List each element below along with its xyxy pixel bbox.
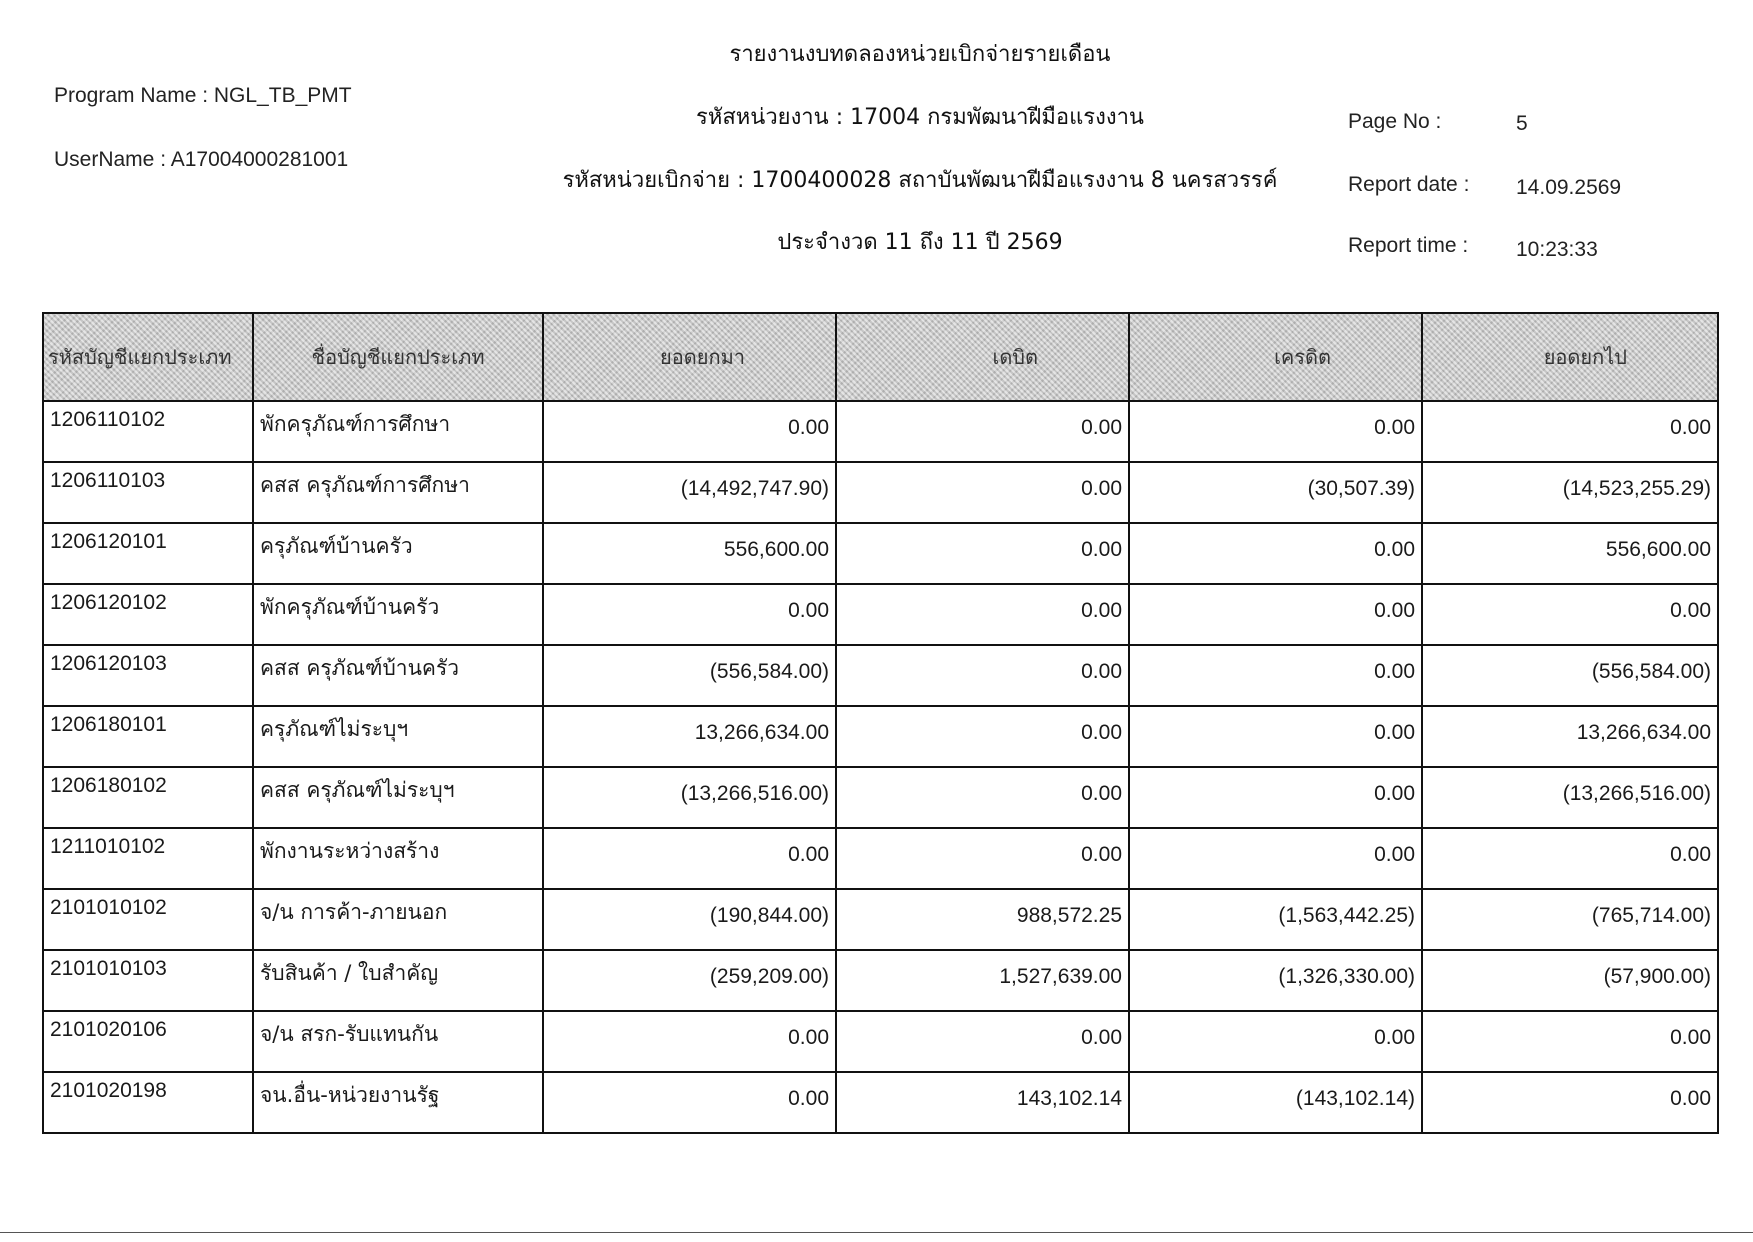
account-name-cell: พักงานระหว่างสร้าง [253,828,543,889]
debit-cell: 0.00 [836,767,1129,828]
period-line: ประจำงวด 11 ถึง 11 ปี 2569 [777,230,1063,255]
closing-balance-cell: 556,600.00 [1422,523,1718,584]
table-row [43,889,1718,950]
account-code-cell: 1206110103 [43,462,253,523]
account-code-cell: 2101020198 [43,1072,253,1133]
table-row [43,1072,1718,1133]
closing-balance-cell: 0.00 [1422,401,1718,462]
account-code-cell: 2101010103 [43,950,253,1011]
report-time-value: 10:23:33 [1516,238,1598,261]
credit-cell: 0.00 [1129,645,1422,706]
account-code-cell: 1206180101 [43,706,253,767]
closing-balance-cell: 0.00 [1422,1011,1718,1072]
credit-cell: 0.00 [1129,828,1422,889]
opening-balance-cell: (13,266,516.00) [543,767,836,828]
debit-cell: 143,102.14 [836,1072,1129,1133]
account-name-cell: จน.อื่น-หน่วยงานรัฐ [253,1072,543,1133]
opening-balance-cell: 0.00 [543,1072,836,1133]
column-header-closing-balance: ยอดยกไป [1422,313,1718,401]
opening-balance-cell: (14,492,747.90) [543,462,836,523]
table-header-row [43,313,1718,401]
credit-cell: (30,507.39) [1129,462,1422,523]
report-date-label: Report date : [1348,173,1470,196]
account-name-cell: จ/น สรก-รับแทนกัน [253,1011,543,1072]
closing-balance-cell: 13,266,634.00 [1422,706,1718,767]
closing-balance-cell: (57,900.00) [1422,950,1718,1011]
credit-cell: 0.00 [1129,767,1422,828]
account-name-cell: พักครุภัณฑ์การศึกษา [253,401,543,462]
account-code-cell: 1206120102 [43,584,253,645]
credit-cell: 0.00 [1129,706,1422,767]
closing-balance-cell: (14,523,255.29) [1422,462,1718,523]
closing-balance-cell: 0.00 [1422,1072,1718,1133]
closing-balance-cell: (765,714.00) [1422,889,1718,950]
debit-cell: 1,527,639.00 [836,950,1129,1011]
trial-balance-table [42,312,1719,1134]
closing-balance-cell: 0.00 [1422,828,1718,889]
credit-cell: 0.00 [1129,401,1422,462]
debit-cell: 0.00 [836,1011,1129,1072]
table-row [43,645,1718,706]
account-name-cell: จ/น การค้า-ภายนอก [253,889,543,950]
account-name-cell: ครุภัณฑ์ไม่ระบุฯ [253,706,543,767]
table-row [43,950,1718,1011]
column-header-credit: เครดิต [1129,313,1422,401]
page-no-value: 5 [1516,112,1528,135]
disbursing-unit-line: รหัสหน่วยเบิกจ่าย : 1700400028 สถาบันพัฒนาฝีมือแรงงาน 8 นครสวรรค์ [562,168,1278,193]
opening-balance-cell: 0.00 [543,1011,836,1072]
column-header-account-code: รหัสบัญชีแยกประเภท [43,313,253,401]
opening-balance-cell: (259,209.00) [543,950,836,1011]
account-code-cell: 1206180102 [43,767,253,828]
username: UserName : A17004000281001 [54,148,349,171]
credit-cell: 0.00 [1129,523,1422,584]
account-code-cell: 1206120103 [43,645,253,706]
column-header-opening-balance: ยอดยกมา [543,313,836,401]
table-row [43,1011,1718,1072]
opening-balance-cell: 13,266,634.00 [543,706,836,767]
table-row [43,767,1718,828]
opening-balance-cell: 0.00 [543,401,836,462]
credit-cell: 0.00 [1129,1011,1422,1072]
debit-cell: 0.00 [836,401,1129,462]
credit-cell: (1,563,442.25) [1129,889,1422,950]
account-name-cell: รับสินค้า / ใบสำคัญ [253,950,543,1011]
column-header-debit: เดบิต [836,313,1129,401]
opening-balance-cell: 556,600.00 [543,523,836,584]
account-code-cell: 2101010102 [43,889,253,950]
account-name-cell: พักครุภัณฑ์บ้านครัว [253,584,543,645]
account-code-cell: 1206110102 [43,401,253,462]
debit-cell: 0.00 [836,462,1129,523]
debit-cell: 0.00 [836,523,1129,584]
credit-cell: 0.00 [1129,584,1422,645]
page-no-label: Page No : [1348,110,1442,133]
opening-balance-cell: 0.00 [543,584,836,645]
report-title: รายงานงบทดลองหน่วยเบิกจ่ายรายเดือน [729,42,1111,67]
page-bottom-rule [0,1232,1753,1233]
debit-cell: 0.00 [836,828,1129,889]
report-time-label: Report time : [1348,234,1469,257]
account-code-cell: 2101020106 [43,1011,253,1072]
column-header-account-name: ชื่อบัญชีแยกประเภท [253,313,543,401]
account-code-cell: 1206120101 [43,523,253,584]
debit-cell: 988,572.25 [836,889,1129,950]
report-date-value: 14.09.2569 [1516,176,1622,199]
opening-balance-cell: 0.00 [543,828,836,889]
table-row [43,706,1718,767]
debit-cell: 0.00 [836,584,1129,645]
credit-cell: (143,102.14) [1129,1072,1422,1133]
table-row [43,523,1718,584]
debit-cell: 0.00 [836,645,1129,706]
account-name-cell: คสส ครุภัณฑ์ไม่ระบุฯ [253,767,543,828]
opening-balance-cell: (190,844.00) [543,889,836,950]
program-name: Program Name : NGL_TB_PMT [54,84,352,107]
credit-cell: (1,326,330.00) [1129,950,1422,1011]
debit-cell: 0.00 [836,706,1129,767]
table-row [43,462,1718,523]
table-row [43,828,1718,889]
account-code-cell: 1211010102 [43,828,253,889]
table-row [43,584,1718,645]
account-name-cell: คสส ครุภัณฑ์บ้านครัว [253,645,543,706]
agency-line: รหัสหน่วยงาน : 17004 กรมพัฒนาฝีมือแรงงาน [696,105,1144,130]
account-name-cell: ครุภัณฑ์บ้านครัว [253,523,543,584]
table-row [43,401,1718,462]
closing-balance-cell: 0.00 [1422,584,1718,645]
opening-balance-cell: (556,584.00) [543,645,836,706]
closing-balance-cell: (556,584.00) [1422,645,1718,706]
closing-balance-cell: (13,266,516.00) [1422,767,1718,828]
account-name-cell: คสส ครุภัณฑ์การศึกษา [253,462,543,523]
